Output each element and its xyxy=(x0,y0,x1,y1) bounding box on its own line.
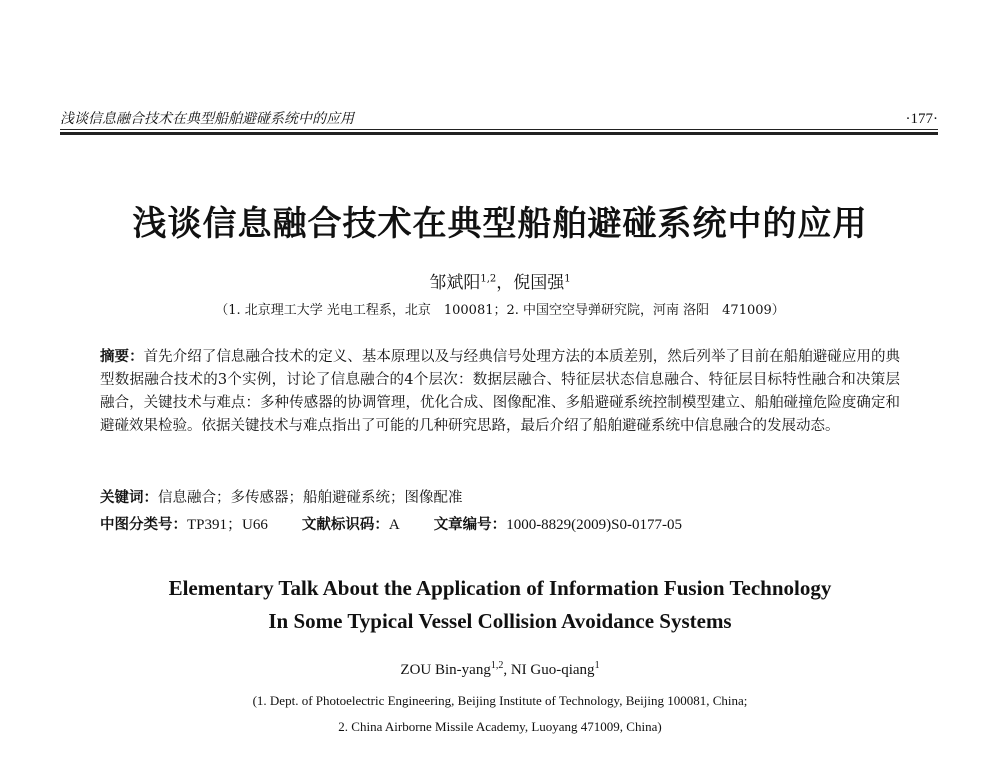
abstract-cn xyxy=(100,346,900,438)
affiliation-en xyxy=(0,688,1000,740)
keywords xyxy=(100,486,900,507)
title-en-line: Elementary Talk About the Application of Information Fusion Technology xyxy=(168,576,832,600)
classification-line xyxy=(100,513,900,534)
paper-title-cn: 浅谈信息融合技术在典型船舶避碰系统中的应用 xyxy=(132,204,868,244)
clc-number xyxy=(100,513,268,534)
author-name-en: NI Guo-qiang xyxy=(510,662,595,678)
article-number-label: 文章编号： xyxy=(433,517,507,533)
affiliation-cn: （1. 北京理工大学 光电工程系，北京 100081；2. 中国空空导弹研究院，河南 洛阳 471009） xyxy=(215,303,785,318)
header-rule-thick xyxy=(60,132,938,135)
abstract-text: 首先介绍了信息融合技术的定义、基本原理以及与经典信号处理方法的本质差别，然后列举了目前在船舶避碰应用的典型数据融合技术的3个实例，讨论了信息融合的4个层次：数据层融合、特征层状态信息融合、特征层目标特性融合和决策层融合，关键技术与难点：多种传感器的协调管理，优化合成、图像配准、多船避碰系统控制模型建立、船舶碰撞危险度确定和避碰效果检验。依据关键技术与难点指出了可能的几种研究思路，最后介绍了船舶避碰系统中信息融合的发展动态。 xyxy=(100,349,900,434)
doc-code-value: A xyxy=(388,517,400,533)
author-name: 邹斌阳 xyxy=(429,273,481,293)
authors-cn xyxy=(0,268,1000,293)
author-separator: ， xyxy=(496,273,514,293)
authors-en xyxy=(0,660,1000,679)
author-name: 倪国强 xyxy=(513,273,565,293)
article-number xyxy=(434,513,682,534)
header-rule-thin xyxy=(60,129,938,130)
affiliation-en-line: (1. Dept. of Photoelectric Engineering, Beijing Institute of Technology, Beijing 100081, China; xyxy=(252,693,748,708)
keywords-text: 信息融合；多传感器；船舶避碰系统；图像配准 xyxy=(158,490,463,506)
author-separator: , xyxy=(503,662,511,678)
keywords-label: 关键词： xyxy=(100,490,158,506)
clc-label: 中图分类号： xyxy=(100,517,187,533)
author-affil-sup: 1,2 xyxy=(480,273,497,285)
document-code xyxy=(302,513,400,534)
author-name-en: ZOU Bin-yang xyxy=(400,662,491,678)
page-number: ·177· xyxy=(905,111,938,127)
author-affil-sup: 1 xyxy=(594,660,600,671)
author-affil-sup: 1 xyxy=(564,273,571,285)
article-number-value: 1000-8829(2009)S0-0177-05 xyxy=(506,517,683,533)
author-affil-sup: 1,2 xyxy=(490,660,504,671)
paper-title-en xyxy=(0,572,1000,638)
abstract-label: 摘要： xyxy=(100,349,144,365)
running-title: 浅谈信息融合技术在典型船舶避碰系统中的应用 xyxy=(60,111,354,127)
running-header xyxy=(60,104,938,128)
title-en-line: In Some Typical Vessel Collision Avoidance Systems xyxy=(268,609,732,633)
clc-value: TP391；U66 xyxy=(187,517,268,533)
affiliation-en-line: 2. China Airborne Missile Academy, Luoyang 471009, China) xyxy=(338,719,662,734)
doc-code-label: 文献标识码： xyxy=(301,517,389,533)
